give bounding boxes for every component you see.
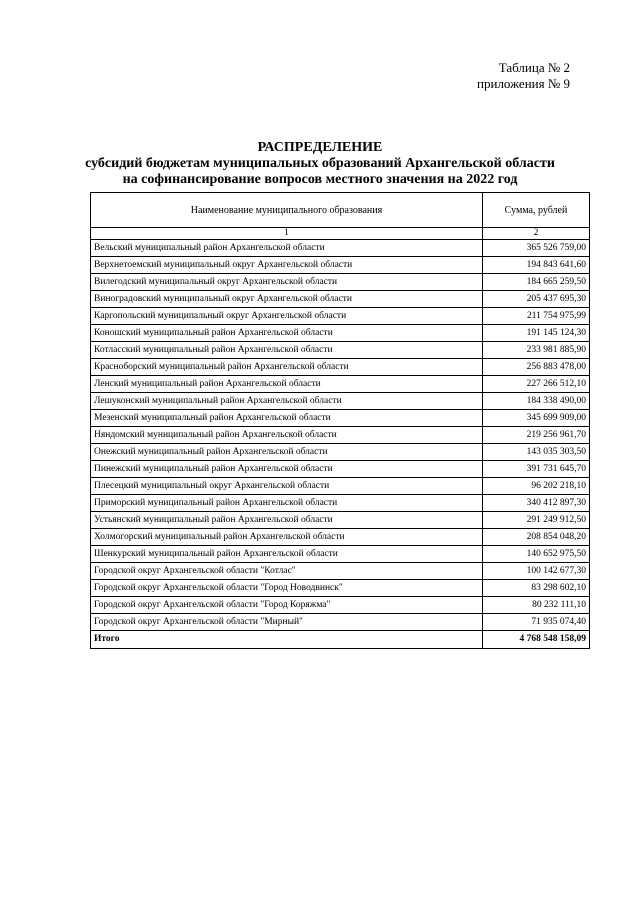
table-row — [91, 512, 590, 529]
municipality-name: Пинежский муниципальный район Архангельской области — [91, 461, 483, 478]
table-row — [91, 529, 590, 546]
subsidy-amount: 71 935 074,40 — [483, 614, 590, 631]
table-row — [91, 308, 590, 325]
table-row — [91, 563, 590, 580]
document-heading — [0, 140, 640, 188]
heading-subtitle-2: на софинансирование вопросов местного значения на 2022 год — [122, 172, 518, 187]
appendix-number: приложения № 9 — [477, 76, 570, 91]
table-row — [91, 342, 590, 359]
table-row — [91, 495, 590, 512]
table-row — [91, 614, 590, 631]
total-label: Итого — [91, 631, 483, 649]
table-row — [91, 427, 590, 444]
subsidy-amount: 208 854 048,20 — [483, 529, 590, 546]
municipality-name: Мезенский муниципальный район Архангельской области — [91, 410, 483, 427]
table-row — [91, 478, 590, 495]
heading-subtitle-1: субсидий бюджетам муниципальных образований Архангельской области — [85, 156, 555, 171]
table-row — [91, 376, 590, 393]
municipality-name: Лешуконский муниципальный район Архангельской области — [91, 393, 483, 410]
table-row — [91, 291, 590, 308]
subsidy-amount: 143 035 303,50 — [483, 444, 590, 461]
subsidy-amount: 291 249 912,50 — [483, 512, 590, 529]
subsidy-amount: 227 266 512,10 — [483, 376, 590, 393]
subsidy-amount: 205 437 695,30 — [483, 291, 590, 308]
municipality-name: Котласский муниципальный район Архангельской области — [91, 342, 483, 359]
municipality-name: Няндомский муниципальный район Архангельской области — [91, 427, 483, 444]
subsidy-amount: 194 843 641,60 — [483, 257, 590, 274]
column-number-sum: 2 — [483, 228, 590, 240]
municipality-name: Коношский муниципальный район Архангельской области — [91, 325, 483, 342]
subsidy-amount: 191 145 124,30 — [483, 325, 590, 342]
distribution-table — [90, 192, 590, 649]
subsidy-amount: 184 338 490,00 — [483, 393, 590, 410]
table-reference — [477, 60, 570, 92]
table-row — [91, 393, 590, 410]
table-number: Таблица № 2 — [498, 60, 570, 75]
municipality-name: Виноградовский муниципальный округ Архангельской области — [91, 291, 483, 308]
municipality-name: Приморский муниципальный район Архангельской области — [91, 495, 483, 512]
municipality-name: Городской округ Архангельской области "Котлас" — [91, 563, 483, 580]
municipality-name: Городской округ Архангельской области "Город Коряжма" — [91, 597, 483, 614]
municipality-name: Холмогорский муниципальный район Архангельской области — [91, 529, 483, 546]
heading-title: РАСПРЕДЕЛЕНИЕ — [257, 140, 383, 155]
municipality-name: Ленский муниципальный район Архангельской области — [91, 376, 483, 393]
table-row — [91, 597, 590, 614]
table-row — [91, 410, 590, 427]
subsidy-amount: 100 142 677,30 — [483, 563, 590, 580]
table-header-row — [91, 193, 590, 228]
table-row — [91, 444, 590, 461]
municipality-name: Красноборский муниципальный район Архангельской области — [91, 359, 483, 376]
municipality-name: Онежский муниципальный район Архангельской области — [91, 444, 483, 461]
municipality-name: Плесецкий муниципальный округ Архангельской области — [91, 478, 483, 495]
subsidy-amount: 140 652 975,50 — [483, 546, 590, 563]
total-row — [91, 631, 590, 649]
subsidy-amount: 184 665 259,50 — [483, 274, 590, 291]
municipality-name: Каргопольский муниципальный округ Архангельской области — [91, 308, 483, 325]
municipality-name: Верхнетоемский муниципальный округ Архангельской области — [91, 257, 483, 274]
table-row — [91, 240, 590, 257]
table-row — [91, 359, 590, 376]
subsidy-amount: 340 412 897,30 — [483, 495, 590, 512]
subsidy-amount: 391 731 645,70 — [483, 461, 590, 478]
subsidy-amount: 219 256 961,70 — [483, 427, 590, 444]
subsidy-amount: 96 202 218,10 — [483, 478, 590, 495]
municipality-name: Устьянский муниципальный район Архангельской области — [91, 512, 483, 529]
table-row — [91, 257, 590, 274]
total-sum: 4 768 548 158,09 — [483, 631, 590, 649]
subsidy-amount: 365 526 759,00 — [483, 240, 590, 257]
column-number-row — [91, 228, 590, 240]
municipality-name: Шенкурский муниципальный район Архангельской области — [91, 546, 483, 563]
municipality-name: Вельский муниципальный район Архангельской области — [91, 240, 483, 257]
table-row — [91, 461, 590, 478]
table-row — [91, 546, 590, 563]
municipality-name: Городской округ Архангельской области "Мирный" — [91, 614, 483, 631]
subsidy-amount: 80 232 111,10 — [483, 597, 590, 614]
subsidy-amount: 83 298 602,10 — [483, 580, 590, 597]
table-row — [91, 325, 590, 342]
column-header-name: Наименование муниципального образования — [91, 193, 483, 228]
column-header-sum: Сумма, рублей — [483, 193, 590, 228]
municipality-name: Городской округ Архангельской области "Город Новодвинск" — [91, 580, 483, 597]
municipality-name: Вилегодский муниципальный округ Архангельской области — [91, 274, 483, 291]
table-row — [91, 274, 590, 291]
subsidy-amount: 211 754 975,99 — [483, 308, 590, 325]
subsidy-amount: 256 883 478,00 — [483, 359, 590, 376]
subsidy-amount: 345 699 909,00 — [483, 410, 590, 427]
subsidy-amount: 233 981 885,90 — [483, 342, 590, 359]
column-number-name: 1 — [91, 228, 483, 240]
table-row — [91, 580, 590, 597]
